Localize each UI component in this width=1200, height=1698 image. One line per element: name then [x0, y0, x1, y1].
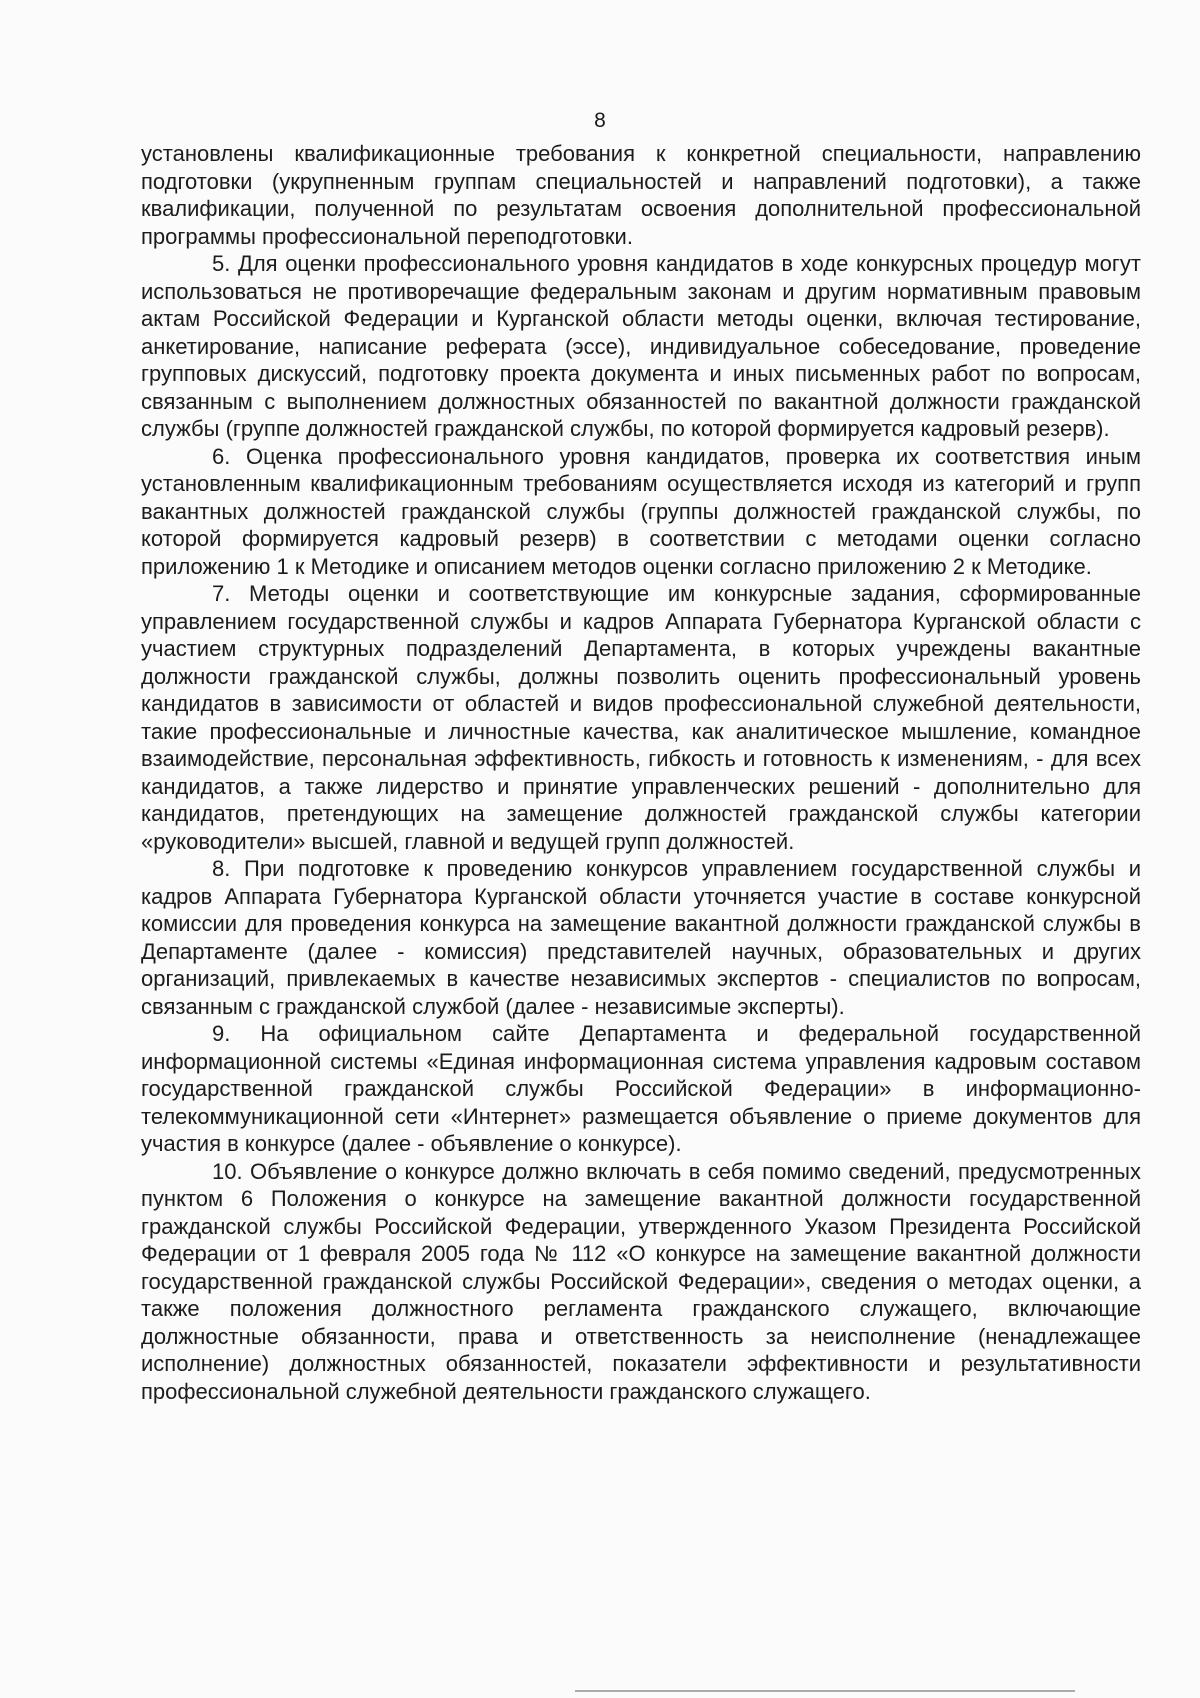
paragraph-item-9: 9. На официальном сайте Департамента и федеральной государственной информационной системы «Единая информационная система управления кадровым составом государственной гражданской службы Российской Федерации» в информационно-телекоммуникационной сети «Интернет» размещается объявление о приеме документов для участия в конкурсе (далее - объявление о конкурсе). — [141, 1021, 1141, 1156]
paragraph-item-10: 10. Объявление о конкурсе должно включать в себя помимо сведений, предусмотренных пунктом 6 Положения о конкурсе на замещение вакантной должности государственной гражданской службы Российской Федерации, утвержденного Указом Президента Российской Федерации от 1 февраля 2005 года № 112 «О конкурсе на замещение вакантной должности государственной гражданской службы Российской Федерации», сведения о методах оценки, а также положения должностного регламента гражданского служащего, включающие должностные обязанности, права и ответственность за неисполнение (ненадлежащее исполнение) должностных обязанностей, показатели эффективности и результативности профессиональной служебной деятельности гражданского служащего. — [141, 1158, 1141, 1404]
paragraph-item-7: 7. Методы оценки и соответствующие им конкурсные задания, сформированные управлением государственной службы и кадров Аппарата Губернатора Курганской области с участием структурных подразделений Департамента, в которых учреждены вакантные должности гражданской службы, должны позволить оценить профессиональный уровень кандидатов в зависимости от областей и видов профессиональной служебной деятельности, такие профессиональные и личностные качества, как аналитическое мышление, командное взаимодействие, персональная эффективность, гибкость и готовность к изменениям, - для всех кандидатов, а также лидерство и принятие управленческих решений - дополнительно для кандидатов, претендующих на замещение должностей гражданской службы категории «руководители» высшей, главной и ведущей групп должностей. — [141, 581, 1141, 854]
document-body — [141, 140, 1141, 1405]
paragraph-item-6: 6. Оценка профессионального уровня кандидатов, проверка их соответствия иным установленным квалификационным требованиям осуществляется исходя из категорий и групп вакантных должностей гражданской службы (группы должностей гражданской службы, по которой формируется кадровый резерв) в соответствии с методами оценки согласно приложению 1 к Методике и описанием методов оценки согласно приложению 2 к Методике. — [141, 443, 1141, 579]
paragraph-continuation: установлены квалификационные требования к конкретной специальности, направлению подготовки (укрупненным группам специальностей и направлений подготовки), а также квалификации, полученной по результатам освоения дополнительной профессиональной программы профессиональной переподготовки. — [141, 141, 1141, 249]
paragraph-item-8: 8. При подготовке к проведению конкурсов управлением государственной службы и кадров Аппарата Губернатора Курганской области уточняется участие в составе конкурсной комиссии для проведения конкурса на замещение вакантной должности гражданской службы в Департаменте (далее - комиссия) представителей научных, образовательных и других организаций, привлекаемых в качестве независимых экспертов - специалистов по вопросам, связанным с гражданской службой (далее - независимые эксперты). — [141, 856, 1141, 1019]
paragraph-item-5: 5. Для оценки профессионального уровня кандидатов в ходе конкурсных процедур могут использоваться не противоречащие федеральным законам и другим нормативным правовым актам Российской Федерации и Курганской области методы оценки, включая тестирование, анкетирование, написание реферата (эссе), индивидуальное собеседование, проведение групповых дискуссий, подготовку проекта документа и иных письменных работ по вопросам, связанным с выполнением должностных обязанностей по вакантной должности гражданской службы (группе должностей гражданской службы, по которой формируется кадровый резерв). — [141, 251, 1141, 441]
scan-edge-line — [575, 1690, 1075, 1692]
page-number: 8 — [594, 109, 606, 132]
